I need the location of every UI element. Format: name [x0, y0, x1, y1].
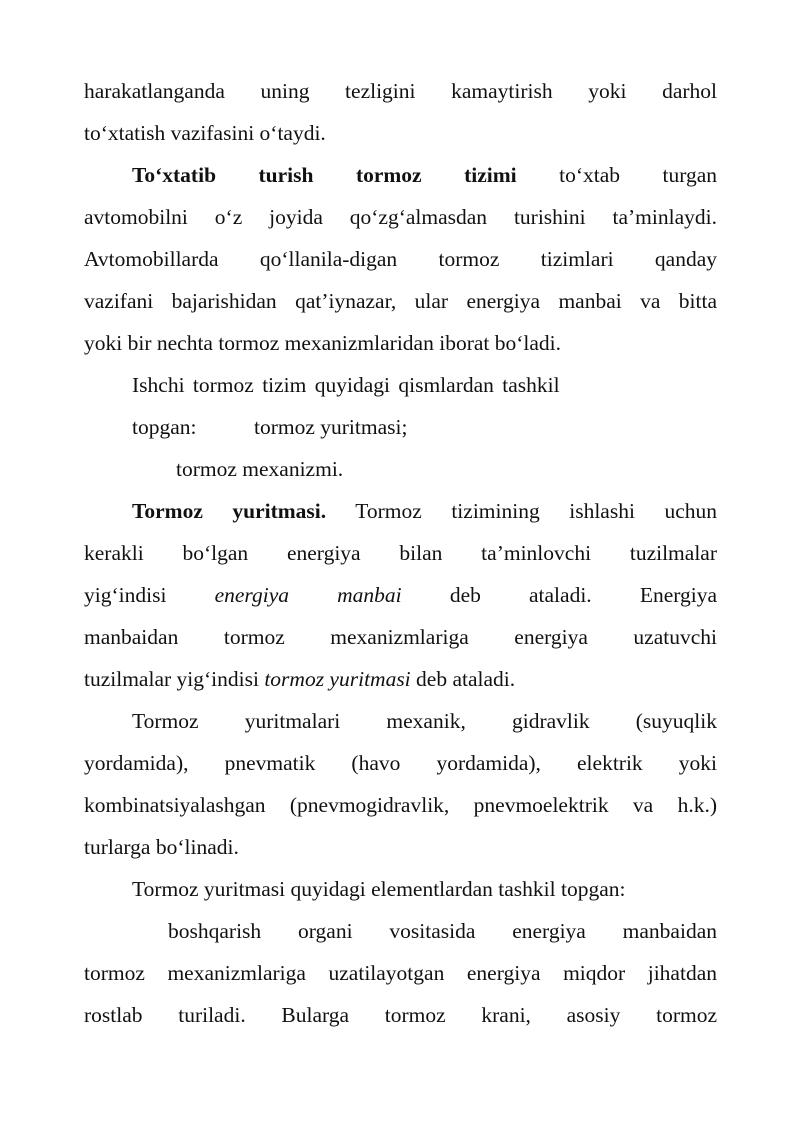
text-line: boshqarish organi vositasida energiya manbaidan [168, 919, 717, 943]
text-line: avtomobilni o‘z joyida qo‘zg‘almasdan turishini ta’minlaydi. [84, 205, 717, 229]
list-item: tormoz mexanizmi. [176, 457, 344, 481]
text-line: turlarga bo‘linadi. [84, 835, 239, 859]
text-line [132, 496, 717, 526]
term-italic: energiya manbai [214, 583, 402, 607]
text-line: Tormoz yuritmalari mexanik, gidravlik (suyuqlik [132, 709, 717, 733]
text-line: Ishchi tormoz tizim quyidagi qismlardan tashkil [132, 373, 560, 397]
term-bold: To‘xtatib turish tormoz tizimi [132, 163, 517, 187]
list-item: tormoz yuritmasi; [254, 415, 408, 439]
text-line [84, 580, 717, 610]
text-line: Avtomobillarda qo‘llanila-digan tormoz tizimlari qanday [84, 247, 717, 271]
term-bold: Tormoz yuritmasi. [132, 499, 327, 523]
text-line: kombinatsiyalashgan (pnevmogidravlik, pnevmoelektrik va h.k.) [84, 793, 717, 817]
text-line [132, 160, 717, 190]
text-span: topgan: [132, 415, 197, 439]
text-line: rostlab turiladi. Bularga tormoz krani, asosiy tormoz [84, 1003, 717, 1027]
text-line: Tormoz yuritmasi quyidagi elementlardan tashkil topgan: [132, 877, 626, 901]
text-line: to‘xtatish vazifasini o‘taydi. [84, 121, 326, 145]
text-line [84, 664, 717, 694]
text-span: Tormoz tizimining ishlashi uchun [355, 499, 717, 523]
text-span: yig‘indisi [84, 583, 167, 607]
text-line: yordamida), pnevmatik (havo yordamida), elektrik yoki [84, 751, 717, 775]
text-line: vazifani bajarishidan qat’iynazar, ular energiya manbai va bitta [84, 289, 717, 313]
text-span: deb ataladi. Energiya [449, 583, 718, 607]
text-span: deb ataladi. [416, 667, 516, 691]
text-line: tormoz mexanizmlariga uzatilayotgan energiya miqdor jihatdan [84, 961, 717, 985]
text-span: to‘xtab turgan [559, 163, 718, 187]
text-line: manbaidan tormoz mexanizmlariga energiya uzatuvchi [84, 625, 717, 649]
text-line: harakatlanganda uning tezligini kamaytirish yoki darhol [84, 79, 717, 103]
term-italic: tormoz yuritmasi [264, 667, 411, 691]
text-span: tuzilmalar yig‘indisi [84, 667, 259, 691]
text-line: kerakli bo‘lgan energiya bilan ta’minlovchi tuzilmalar [84, 541, 717, 565]
text-line: yoki bir nechta tormoz mexanizmlaridan iborat bo‘ladi. [84, 331, 562, 355]
